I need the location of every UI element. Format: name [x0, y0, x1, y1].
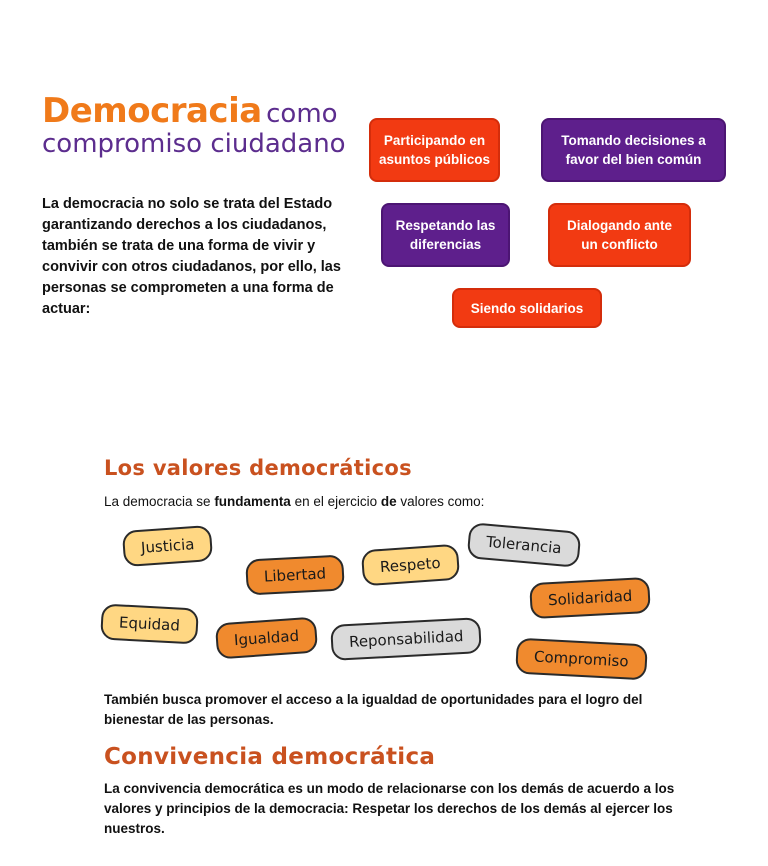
action-box-tomando-decisiones: Tomando decisiones a favor del bien común	[541, 118, 726, 182]
title-line2: compromiso ciudadano	[42, 129, 346, 160]
section-title-convivencia: Convivencia democrática	[104, 744, 436, 770]
action-box-dialogando: Dialogando ante un conflicto	[548, 203, 691, 267]
action-box-participando: Participando en asuntos públicos	[369, 118, 500, 182]
title-rest: como	[266, 99, 338, 129]
action-box-solidarios: Siendo solidarios	[452, 288, 602, 328]
valores-closing: También busca promover el acceso a la igualdad de oportunidades para el logro del bienestar de las personas.	[104, 692, 643, 727]
section-title-valores: Los valores democráticos	[104, 456, 412, 480]
title-highlight: Democracia	[42, 91, 262, 131]
value-pill-igualdad: Igualdad	[215, 617, 318, 660]
value-pill-reponsabilidad: Reponsabilidad	[330, 617, 482, 661]
page-title	[42, 92, 362, 159]
action-box-respetando: Respetando las diferencias	[381, 203, 510, 267]
valores-intro	[104, 492, 664, 512]
intro-paragraph: La democracia no solo se trata del Estado garantizando derechos a los ciudadanos, también se trata de una forma de vivir y convivir con otros ciudadanos, por ello, las personas se comprometen a una forma de actuar:	[42, 196, 341, 317]
value-pill-respeto: Respeto	[361, 544, 460, 587]
value-pill-justicia: Justicia	[122, 525, 214, 567]
intro-part-c: en el ejercicio	[290, 494, 381, 509]
intro-part-e: valores como:	[396, 494, 485, 509]
value-pill-tolerancia: Tolerancia	[467, 522, 581, 568]
intro-part-a: La democracia se	[104, 494, 215, 509]
intro-part-b: fundamenta	[214, 494, 291, 509]
value-pill-solidaridad: Solidaridad	[529, 577, 651, 619]
intro-part-d: de	[380, 494, 397, 509]
convivencia-text: La convivencia democrática es un modo de relacionarse con los demás de acuerdo a los valores y principios de la democracia: Respetar los derechos de los demás al ejercer los nuestros.	[104, 781, 675, 836]
value-pill-equidad: Equidad	[100, 603, 199, 644]
value-pill-libertad: Libertad	[245, 554, 345, 595]
value-pill-compromiso: Compromiso	[515, 638, 647, 681]
